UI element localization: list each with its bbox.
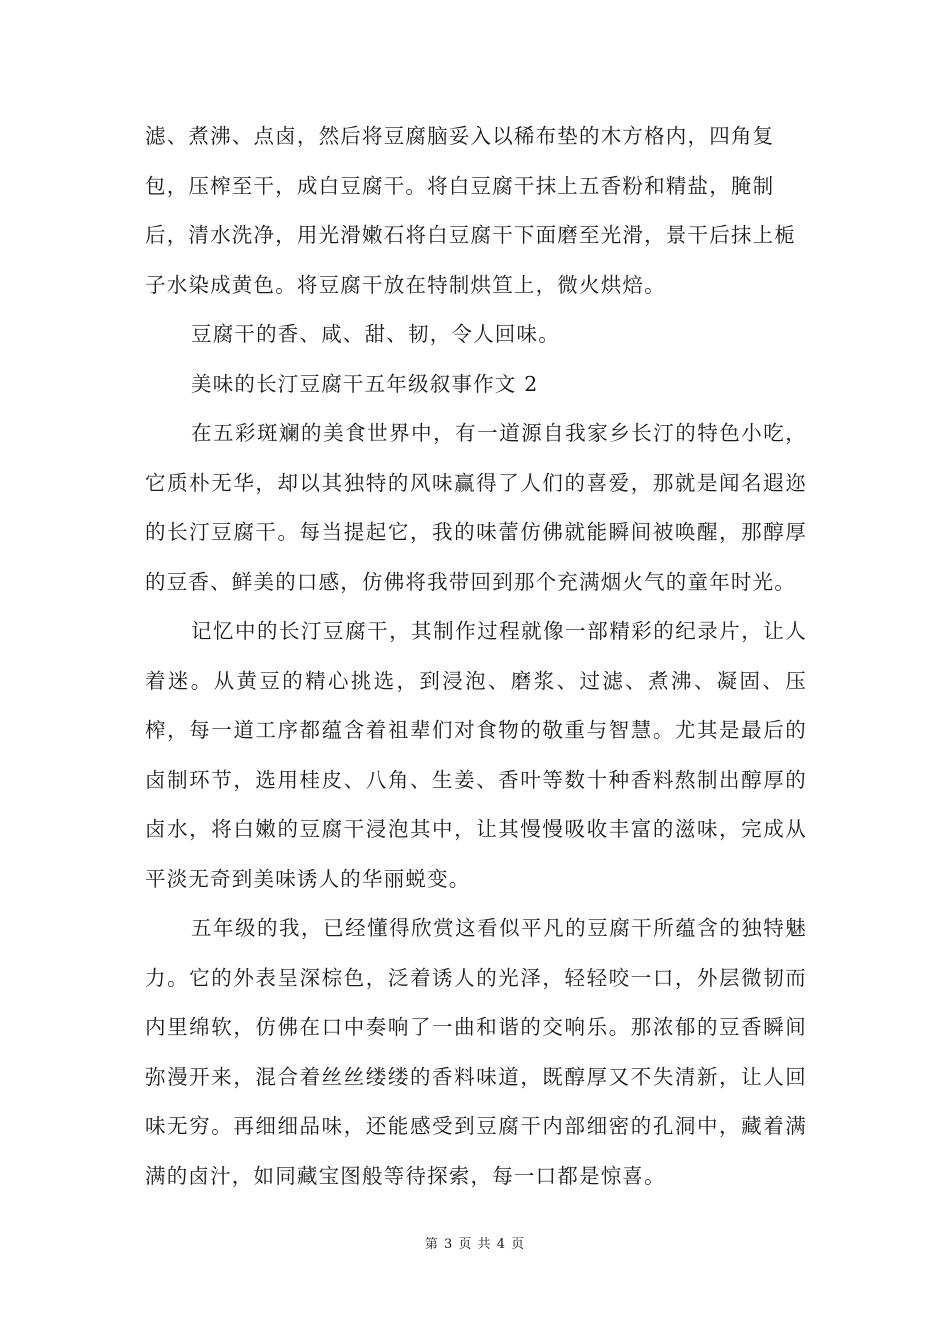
paragraph-continued: 滤、煮沸、点卤，然后将豆腐脑妥入以稀布垫的木方格内，四角复包，压榨至干，成白豆腐干。将白豆腐干抹上五香粉和精盐，腌制后，清水洗净，用光滑嫩石将白豆腐干下面磨至光滑，景干后抹上栀子水染成黄色。将豆腐干放在特制烘笪上，微火烘焙。 (145, 124, 796, 297)
article-body (145, 112, 807, 1201)
paragraph-taste: 五年级的我，已经懂得欣赏这看似平凡的豆腐干所蕴含的独特魅力。它的外表呈深棕色，泛着诱人的光泽，轻轻咬一口，外层微韧而内里绵软，仿佛在口中奏响了一曲和谐的交响乐。那浓郁的豆香瞬间弥漫开来，混合着丝丝缕缕的香料味道，既醇厚又不失清新，让人回味无穷。再细细品味，还能感受到豆腐干内部细密的孔洞中，藏着满满的卤汁，如同藏宝图般等待探索，每一口都是惊喜。 (145, 916, 807, 1188)
paragraph-intro: 在五彩斑斓的美食世界中，有一道源自我家乡长汀的特色小吃，它质朴无华，却以其独特的风味赢得了人们的喜爱，那就是闻名遐迩的长汀豆腐干。每当提起它，我的味蕾仿佛就能瞬间被唤醒，那醇厚的豆香、鲜美的口感，仿佛将我带回到那个充满烟火气的童年时光。 (145, 421, 807, 594)
essay-title: 美味的长汀豆腐干五年级叙事作文 2 (191, 371, 539, 396)
page-number-footer: 第 3 页 共 4 页 (424, 1237, 526, 1252)
paragraph-process: 记忆中的长汀豆腐干，其制作过程就像一部精彩的纪录片，让人着迷。从黄豆的精心挑选，到浸泡、磨浆、过滤、煮沸、凝固、压榨，每一道工序都蕴含着祖辈们对食物的敬重与智慧。尤其是最后的卤制环节，选用桂皮、八角、生姜、香叶等数十种香料熬制出醇厚的卤水，将白嫩的豆腐干浸泡其中，让其慢慢吸收丰富的滋味，完成从平淡无奇到美味诱人的华丽蜕变。 (145, 619, 807, 891)
paragraph-summary: 豆腐干的香、咸、甜、韧，令人回味。 (191, 322, 560, 346)
